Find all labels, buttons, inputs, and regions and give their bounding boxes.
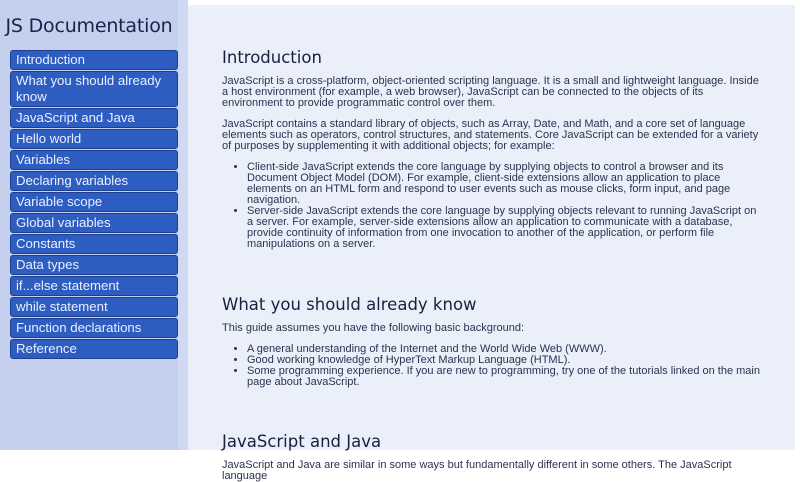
list-item: • A general understanding of the Internet and the World Wide Web (WWW). xyxy=(247,344,761,355)
list-item: • Good working knowledge of HyperText Markup Language (HTML). xyxy=(247,355,761,366)
paragraph: JavaScript and Java are similar in some ways but fundamentally different in some others. The JavaScript language xyxy=(222,459,732,482)
nav-link-what-you-should-already-know[interactable]: What you should already know xyxy=(10,71,178,107)
nav-link-function-declarations[interactable]: Function declarations xyxy=(10,318,178,338)
nav-link-reference[interactable]: Reference xyxy=(10,339,178,359)
nav-link-hello-world[interactable]: Hello world xyxy=(10,129,178,149)
nav-link-javascript-and-java[interactable]: JavaScript and Java xyxy=(10,108,178,128)
nav-link-if-else-statement[interactable]: if...else statement xyxy=(10,276,178,296)
nav-link-variables[interactable]: Variables xyxy=(10,150,178,170)
list-item: • Some programming experience. If you are new to programming, try one of the tutorials linked on the main page about JavaScript. xyxy=(247,366,761,388)
bullet-list xyxy=(222,162,761,250)
nav-list xyxy=(0,50,178,359)
list-item: • Server-side JavaScript extends the core language by supplying objects relevant to running JavaScript on a server. For example, server-side extensions allow an application to communicate with a database, provide continuity of information from one invocation to another of the application, or perform file manipulations on a server. xyxy=(247,206,761,250)
paragraph: This guide assumes you have the following basic background: xyxy=(222,322,525,334)
section-heading: What you should already know xyxy=(222,295,477,314)
nav-link-data-types[interactable]: Data types xyxy=(10,255,178,275)
section-introduction xyxy=(188,5,795,250)
nav-link-while-statement[interactable]: while statement xyxy=(10,297,178,317)
section-javascript-and-java xyxy=(188,388,795,482)
nav-link-variable-scope[interactable]: Variable scope xyxy=(10,192,178,212)
section-heading: JavaScript and Java xyxy=(222,432,382,451)
nav-link-introduction[interactable]: Introduction xyxy=(10,50,178,70)
sidebar-title: JS Documentation xyxy=(5,15,173,37)
sidebar-nav xyxy=(0,0,188,450)
list-item: • Client-side JavaScript extends the core language by supplying objects to control a browser and its Document Object Model (DOM). For example, client-side extensions allow an application to place elements on an HTML form and respond to user events such as mouse clicks, form input, and page navigation. xyxy=(247,162,761,206)
section-heading: Introduction xyxy=(222,48,322,67)
main-doc xyxy=(188,5,795,482)
nav-link-global-variables[interactable]: Global variables xyxy=(10,213,178,233)
bullet-list xyxy=(222,344,761,388)
paragraph: JavaScript contains a standard library of objects, such as Array, Date, and Math, and a core set of language elements such as operators, control structures, and statements. Core JavaScript can be extended for a variety of purposes by supplementing it with additional objects; for example: xyxy=(222,118,759,152)
section-what-you-should-already-know xyxy=(188,250,795,388)
nav-link-constants[interactable]: Constants xyxy=(10,234,178,254)
paragraph: JavaScript is a cross-platform, object-oriented scripting language. It is a small and lightweight language. Inside a host environment (for example, a web browser), JavaScript can be connected to the objects of its environment to provide programmatic control over them. xyxy=(222,75,759,109)
nav-link-declaring-variables[interactable]: Declaring variables xyxy=(10,171,178,191)
